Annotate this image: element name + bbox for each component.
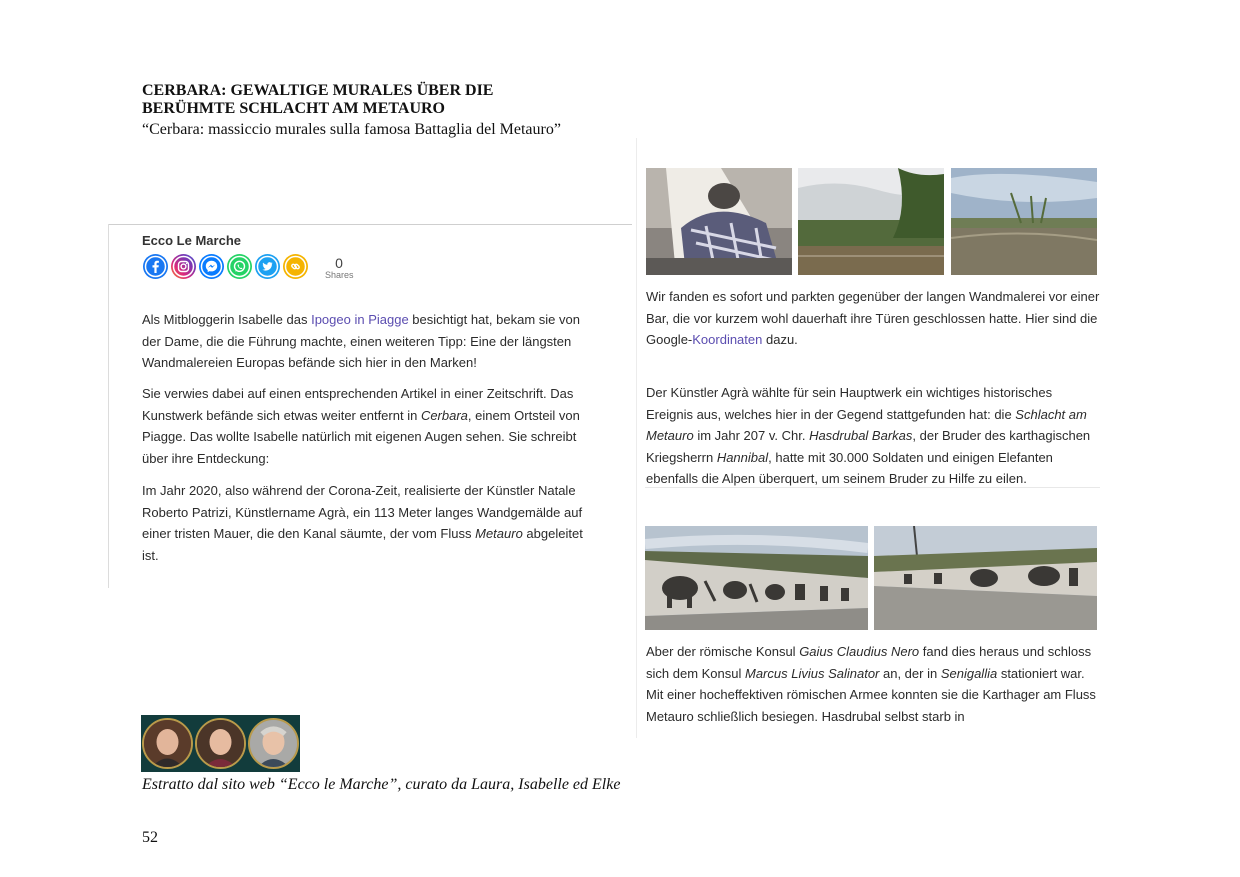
right-paragraph-1 — [646, 286, 1101, 351]
site-name: Ecco Le Marche — [142, 233, 241, 248]
twitter-icon[interactable] — [255, 254, 280, 279]
page-subtitle: “Cerbara: massiccio murales sulla famosa Battaglia del Metauro” — [142, 121, 561, 138]
left-paragraph-2 — [142, 383, 594, 469]
text-span: Als Mitbloggerin Isabelle das — [142, 312, 312, 327]
italic-term: Hasdrubal Barkas — [809, 428, 913, 443]
avatar — [195, 718, 246, 769]
text-span: dazu. — [762, 332, 798, 347]
screenshot-guide — [636, 138, 637, 738]
text-span: Aber der römische Konsul — [646, 644, 800, 659]
text-span: , hatte mit 30.000 Soldaten und einigen Elefanten ebenfalls die Alpen überquert, um seinem Bruder zu Hilfe zu eilen. — [646, 449, 1053, 486]
text-span: Im Jahr 2020, also während der Corona-Zeit, realisierte der Künstler Natale Roberto Patrizi, Künstlername Agrà, ein 113 Meter langes Wandgemälde auf einer tristen Mauer, die den Kanal säumte, der vom Fluss — [142, 483, 583, 541]
italic-term: Senigallia — [940, 665, 998, 681]
text-span: fand dies heraus und schloss sich dem Konsul — [646, 644, 1092, 681]
ipogeo-link[interactable]: Ipogeo in Piagge — [311, 312, 409, 327]
text-span: Wir fanden es sofort und parkten gegenüber der langen Wandmalerei vor einer Bar, die vor kurzem wohl dauerhaft ihre Türen geschlossen hatte. Hier sind die Google- — [646, 289, 1100, 347]
text-span: an, der in — [879, 665, 941, 681]
text-span: Sie verwies dabei auf einen entsprechenden Artikel in einer Zeitschrift. Das Kunstwerk befände sich etwas weiter entfernt in — [142, 386, 574, 423]
share-count-number: 0 — [335, 255, 343, 271]
photo-mural-wall-2 — [874, 526, 1097, 630]
text-span: abgeleitet ist. — [142, 526, 583, 563]
avatar — [142, 718, 193, 769]
left-paragraph-3 — [142, 480, 598, 566]
share-buttons — [143, 254, 308, 279]
text-span: , der Bruder des karthagischen Kriegsherrn — [646, 428, 1091, 465]
divider — [645, 487, 1100, 488]
italic-term: Metauro — [475, 526, 523, 541]
avatar — [248, 718, 299, 769]
right-paragraph-3 — [646, 641, 1101, 727]
copy-link-icon[interactable] — [283, 254, 308, 279]
text-span: Der Künstler Agrà wählte für sein Hauptwerk ein wichtiges historisches Ereignis aus, welches hier in der Gegend stattgefunden hat: die — [646, 385, 1053, 422]
italic-term: Cerbara — [420, 407, 468, 423]
italic-term: Hannibal — [716, 449, 769, 465]
italic-term: Marcus Livius Salinator — [745, 665, 880, 681]
screenshot-frame-side — [108, 224, 109, 588]
koordinaten-link[interactable]: Koordinaten — [692, 332, 763, 347]
italic-term: Schlacht am Metauro — [646, 406, 1087, 443]
share-count-label: Shares — [325, 270, 354, 280]
photo-canal-trees — [798, 168, 944, 275]
whatsapp-icon[interactable] — [227, 254, 252, 279]
messenger-icon[interactable] — [199, 254, 224, 279]
share-count — [325, 256, 353, 280]
instagram-icon[interactable] — [171, 254, 196, 279]
text-span: besichtigt hat, bekam sie von der Dame, die die Führung machte, einen weiteren Tipp: Eine der längsten Wandmalereien Europas befände sich hier in den Marken! — [142, 312, 580, 370]
photo-mural-closeup — [646, 168, 792, 275]
facebook-icon[interactable] — [143, 254, 168, 279]
left-paragraph-1 — [142, 309, 594, 374]
right-paragraph-2 — [646, 382, 1101, 490]
page-number: 52 — [142, 829, 158, 846]
author-avatars — [141, 715, 300, 772]
text-span: im Jahr 207 v. Chr. — [693, 428, 810, 443]
photo-canal-water — [951, 168, 1097, 275]
screenshot-frame-top — [108, 224, 632, 225]
photo-mural-wall-1 — [645, 526, 868, 630]
text-span: stationiert war. Mit einer hocheffektiven römischen Armee konnten sie die Karthager am Fluss Metauro schließlich besiegen. Hasdrubal selbst starb in — [646, 665, 1096, 724]
source-caption: Estratto dal sito web “Ecco le Marche”, curato da Laura, Isabelle ed Elke — [142, 776, 621, 793]
text-span: , einem Ortsteil von Piagge. Das wollte Isabelle natürlich mit eigenen Augen sehen. Sie schreibt über ihre Entdeckung: — [142, 407, 580, 466]
page-title: CERBARA: GEWALTIGE MURALES ÜBER DIE BERÜHMTE SCHLACHT AM METAURO — [142, 82, 494, 117]
italic-term: Gaius Claudius Nero — [799, 644, 920, 659]
